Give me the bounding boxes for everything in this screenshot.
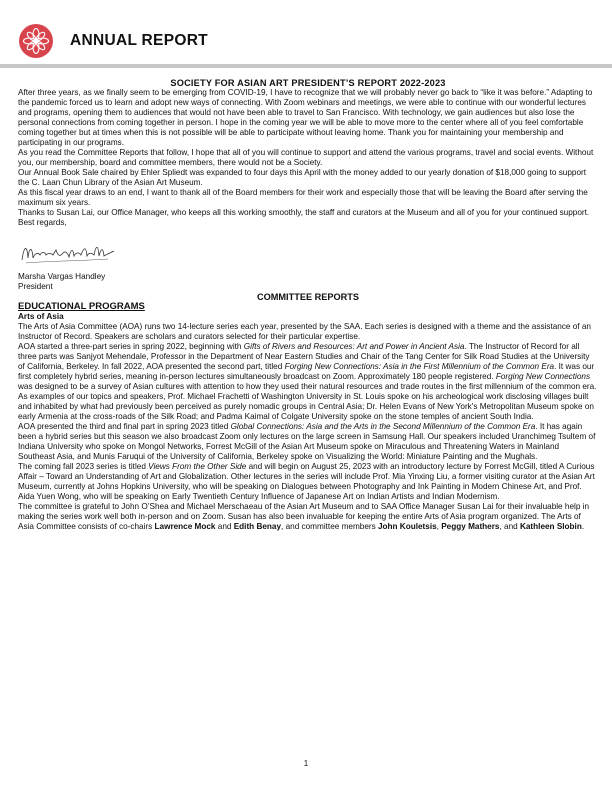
- member-name: Peggy Mathers: [441, 522, 500, 531]
- series-title: Gifts of Rivers and Resources: Art and Power in Ancient Asia: [243, 342, 465, 351]
- member-name: Lawrence Mock: [154, 522, 216, 531]
- paragraph: AOA started a three-part series in spring 2022, beginning with Gifts of Rivers and Resources: Art and Power in Ancient Asia. The Instructor of Record for all three parts was Sanjyot Mehendale, Professor in the Department of Near Eastern Studies and Chair of the Tang Center for Silk Road Studies at the University of California, Berkeley. In fall 2022, AOA presented the second part, titled Forging New Connections: Asia in the First Millennium of the Common Era. It was our first completely hybrid series, meaning in-person lectures simultaneously broadcast on Zoom. Approximately 180 people registered. Forging New Connections was designed to be a survey of Asian cultures with attention to how they used their natural resources and trade routes in the first millennium of the common era. As examples of our topics and speakers, Prof. Michael Frachetti of Washington University in St. Louis spoke on his archeological work disclosing villages built and inhabited by what had previously been perceived as purely nomadic groups in Central Asia; Dr. Helen Evans of New York's Metropolitan Museum spoke on early Armenia at the cross-roads of the Silk Road; and Padma Kaimal of Colgate University spoke on the stone temples of ancient South India.: [18, 342, 597, 421]
- subsection-heading: Arts of Asia: [18, 312, 64, 321]
- lotus-flower-logo-icon: [19, 24, 53, 58]
- signature-image: [18, 236, 118, 270]
- series-title: Forging New Connections: [495, 372, 591, 381]
- paragraph: Thanks to Susan Lai, our Office Manager, who keeps all this working smoothly, the staff and curators at the Museum and all of you for your continued support.: [18, 208, 590, 217]
- page-number: 1: [303, 759, 309, 768]
- report-body: [18, 78, 598, 532]
- series-title: Views From the Other Side: [148, 462, 247, 471]
- closing-line: Best regards,: [18, 218, 67, 227]
- report-title: SOCIETY FOR ASIAN ART PRESIDENT’S REPORT 2022-2023: [170, 78, 446, 88]
- paragraph: The committee is grateful to John O’Shea and Michael Merschaeau of the Asian Art Museum and to SAA Office Manager Susan Lai for their invaluable help in making the series work well both in-person and on Zoom. Susan has also been invaluable for keeping the entire Arts of Asia program organized. The Arts of Asia Committee consists of co-chairs Lawrence Mock and Edith Benay, and committee members John Kouletsis, Peggy Mathers, and Kathleen Slobin.: [18, 502, 590, 531]
- header-title: ANNUAL REPORT: [70, 32, 208, 49]
- paragraph: Our Annual Book Sale chaired by Ehler Spliedt was expanded to four days this April with the money added to our yearly donation of $18,000 going to support the C. Laan Chun Library of the Asian Art Museum.: [18, 168, 587, 187]
- committee-reports-heading: COMMITTEE REPORTS: [256, 292, 360, 302]
- signer-role: President: [18, 282, 53, 291]
- member-name: Edith Benay: [233, 522, 282, 531]
- paragraph: As you read the Committee Reports that follow, I hope that all of you will continue to support and attend the various programs, travel and social events. Without you, our membership, board and committee members, there would not be a Society.: [18, 148, 594, 167]
- handwritten-signature: [18, 236, 598, 272]
- paragraph: After three years, as we finally seem to be emerging from COVID-19, I have to recognize that we will probably never go back to “like it was before.” Adapting to the pandemic forced us to learn and adopt new ways of connecting. With Zoom webinars and meetings, we were able to continue with our wonderful lectures and programs, opening them to audiences that would not have been able to travel to San Francisco. With technology, we gain audiences but also lose the personal connections from coming together in person. I hope in the coming year we will be able to move more to the center where all of you feel comfortable coming together but at times when this is not possible will be able to participate without leaving home. Thank you for maintaining your membership and participating in our programs.: [18, 88, 593, 147]
- page-header: [0, 0, 612, 70]
- paragraph: As this fiscal year draws to an end, I want to thank all of the Board members for their work and especially those that will be leaving the Board after serving the maximum six years.: [18, 188, 588, 207]
- paragraph: AOA presented the third and final part in spring 2023 titled Global Connections: Asia and the Arts in the Second Millennium of the Common Era. It has again been a hybrid series but this season we also broadcast Zoom only lectures on the large screen in Samsung Hall. Our speakers included Uranchimeg Tsultem of Indiana University who spoke on Mongol Networks, Forrest McGill of the Asian Art Museum spoke on Miraculous and Threatening Waters in Mainland Southeast Asia, and Munis Faruqui of the University of California, Berkeley spoke on Visualizing the World: Miniature Painting and the Mughals.: [18, 422, 596, 461]
- paragraph: The Arts of Asia Committee (AOA) runs two 14-lecture series each year, presented by the SAA. Each series is designed with a theme and the assistance of an Instructor of Record. Speakers are scholars and curators selected for their particular expertise.: [18, 322, 591, 341]
- section-heading: EDUCATIONAL PROGRAMS: [18, 301, 145, 312]
- paragraph: The coming fall 2023 series is titled Views From the Other Side and will begin on August 25, 2023 with an introductory lecture by Forrest McGill, titled A Curious Affair – Toward an Understanding of Art and Globalization. Other lectures in the series will include Prof. Mia Yinxing Liu, a former visiting curator at the Asian Art Museum, currently at Johns Hopkins University, who will be speaking on Dialogues between Photography and Ink Painting in Modern Chinese Art, and Prof. Aida Yuen Wong, who will be speaking on Early Twentieth Century Influence of Japanese Art on Indian Artists and Indian Modernism.: [18, 462, 595, 501]
- header-divider: [0, 64, 612, 68]
- signer-name: Marsha Vargas Handley: [18, 272, 106, 281]
- series-title: Global Connections: Asia and the Arts in the Second Millennium of the Common Era: [230, 422, 536, 431]
- series-title: Forging New Connections: Asia in the First Millennium of the Common Era: [284, 362, 555, 371]
- member-name: Kathleen Slobin: [519, 522, 582, 531]
- member-name: John Kouletsis: [377, 522, 437, 531]
